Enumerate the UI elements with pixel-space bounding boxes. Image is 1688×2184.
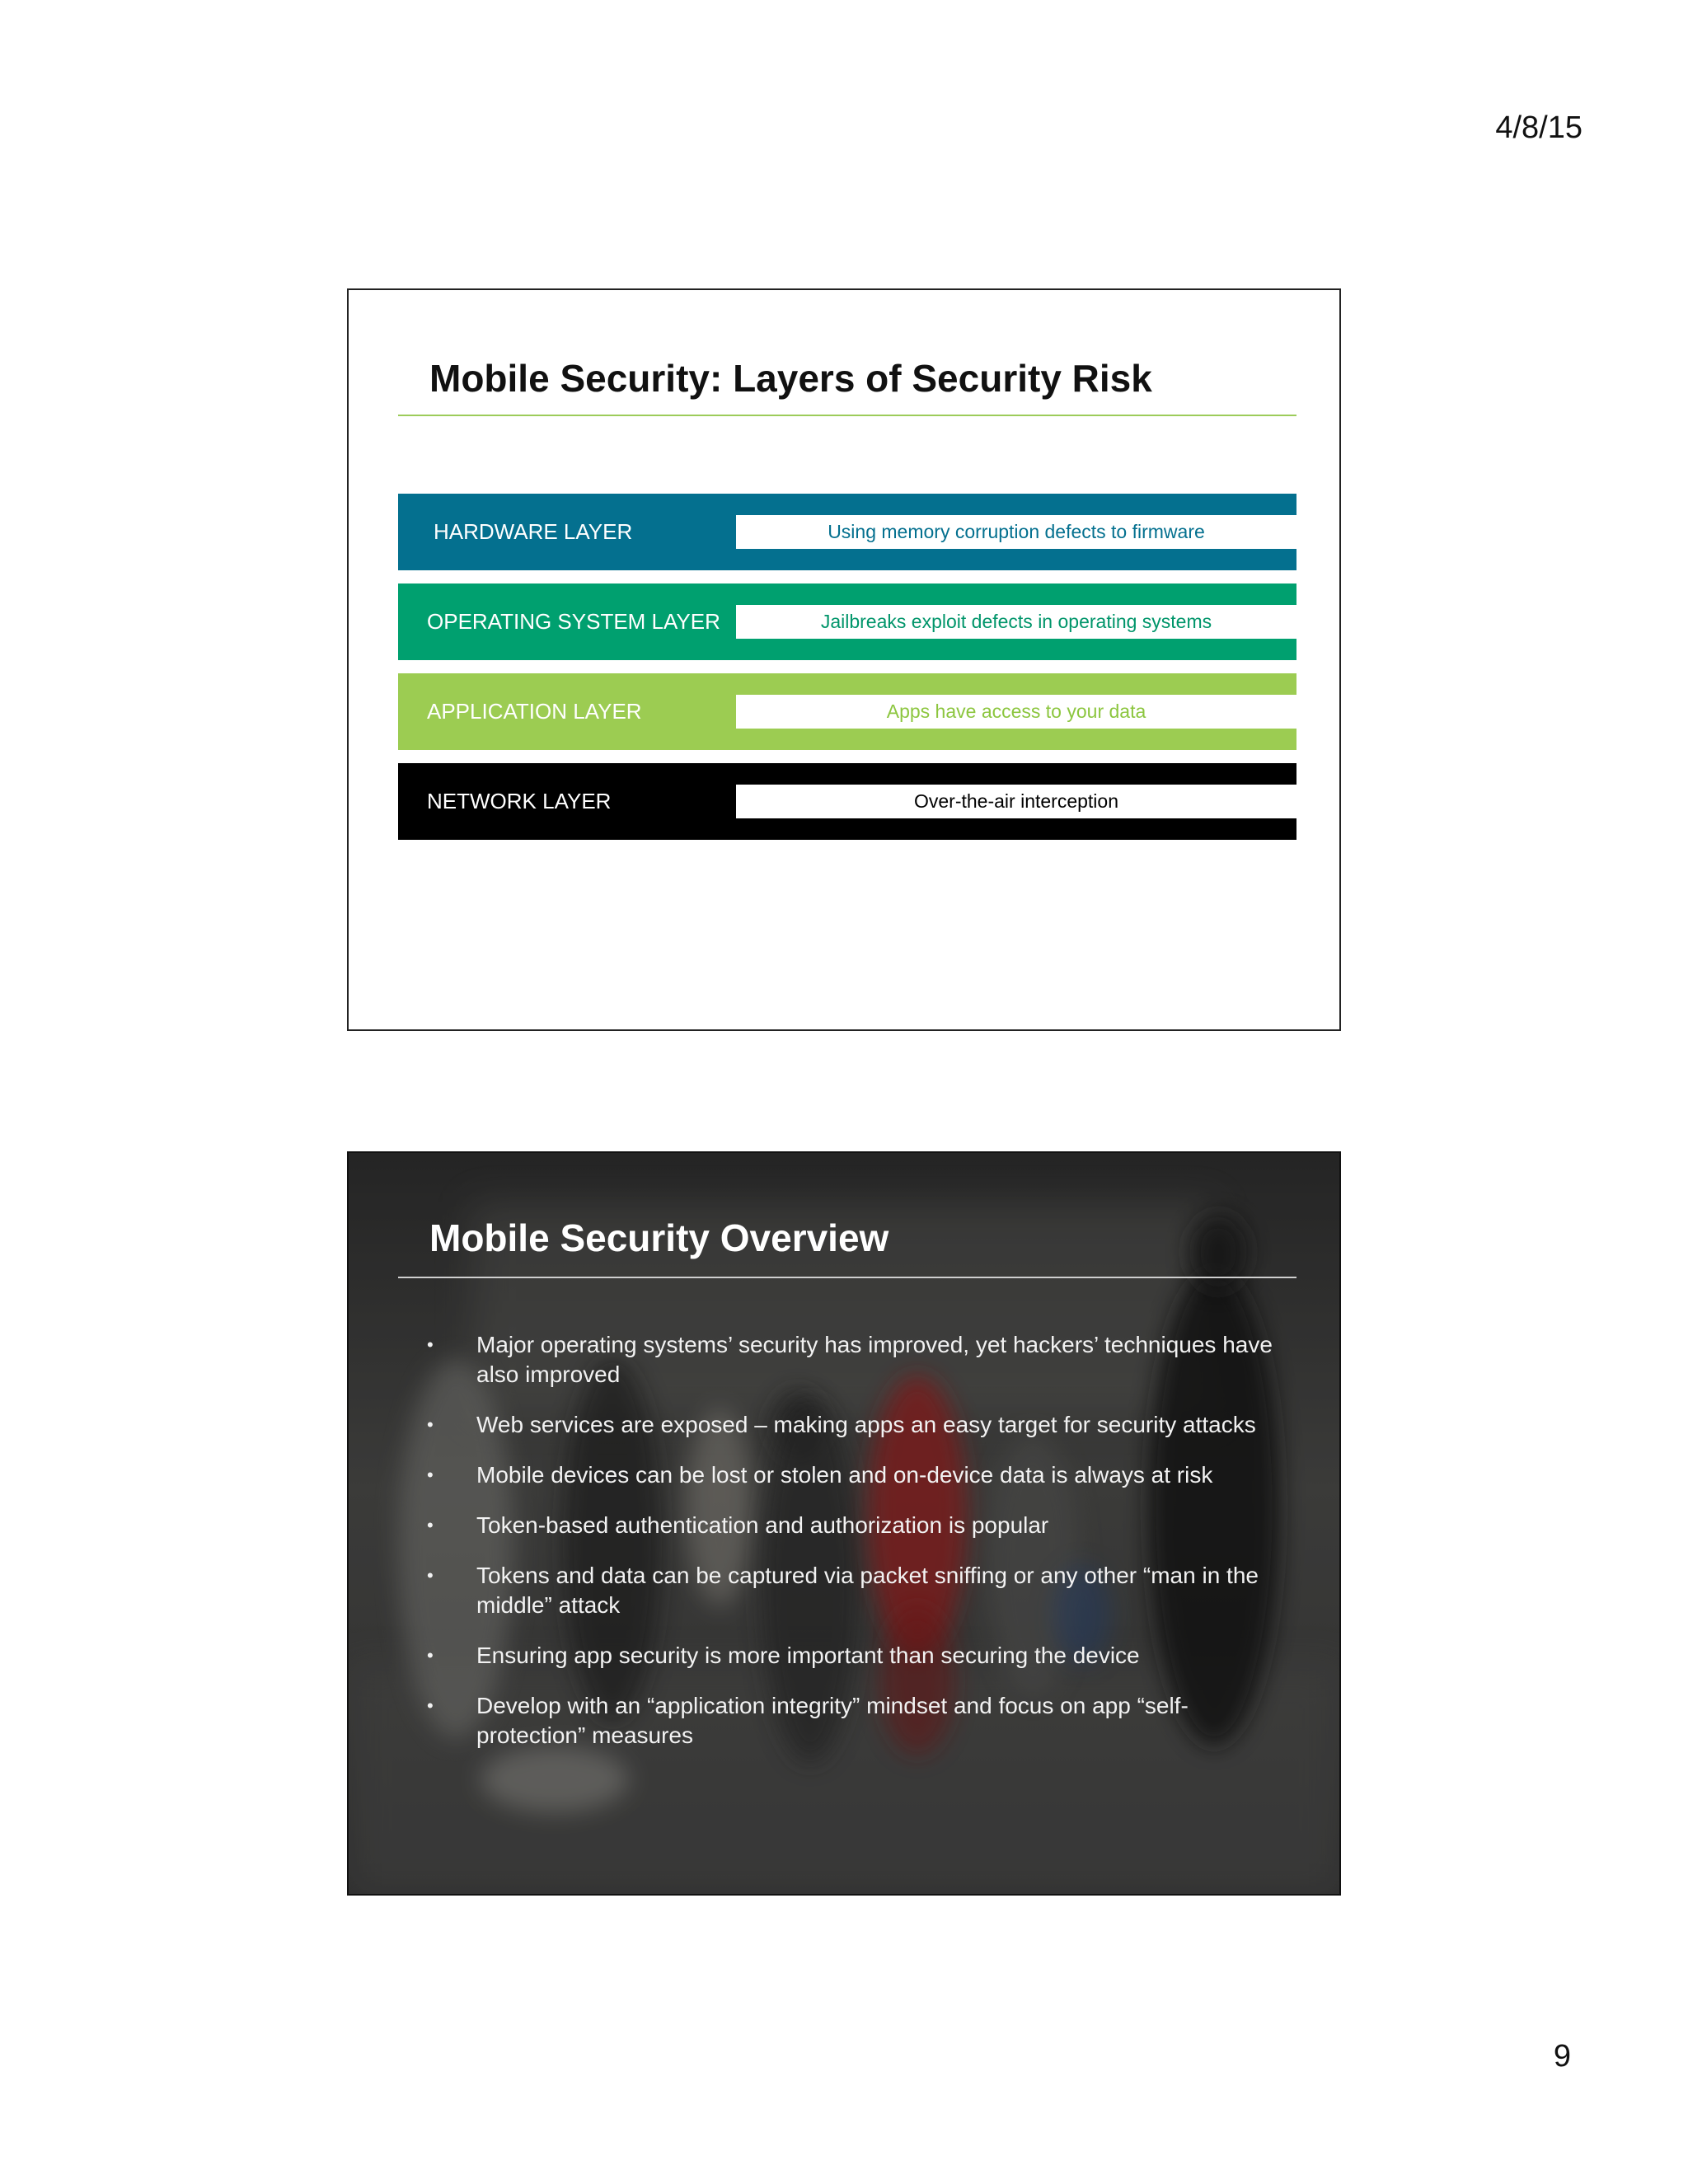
bullet-text: Mobile devices can be lost or stolen and on-device data is always at risk bbox=[476, 1462, 1213, 1488]
layer-stripe-top bbox=[736, 673, 1296, 695]
layer-stripe-bottom bbox=[736, 549, 1296, 570]
layer-description: Over-the-air interception bbox=[736, 785, 1296, 818]
layer-row-network bbox=[398, 763, 1296, 840]
bullet-dot: • bbox=[427, 1645, 434, 1666]
layer-label: APPLICATION LAYER bbox=[398, 673, 736, 750]
slide-title: Mobile Security: Layers of Security Risk bbox=[429, 357, 1152, 400]
bullet-item bbox=[427, 1641, 1292, 1671]
bullet-dot: • bbox=[427, 1695, 434, 1716]
layer-row-operating-system bbox=[398, 583, 1296, 660]
layer-description: Jailbreaks exploit defects in operating systems bbox=[736, 605, 1296, 639]
layer-row-hardware bbox=[398, 494, 1296, 570]
layer-description: Using memory corruption defects to firmware bbox=[736, 515, 1296, 549]
layer-stripe-bottom bbox=[736, 818, 1296, 840]
slide-layers-of-security-risk bbox=[347, 288, 1341, 1031]
bullet-dot: • bbox=[427, 1414, 434, 1435]
layer-description: Apps have access to your data bbox=[736, 695, 1296, 729]
slide-mobile-security-overview bbox=[347, 1151, 1341, 1896]
bullet-list bbox=[427, 1330, 1292, 1771]
bullet-text: Tokens and data can be captured via packet sniffing or any other “man in the middle” attack bbox=[476, 1563, 1259, 1618]
bullet-item bbox=[427, 1511, 1292, 1540]
layer-stripe-bottom bbox=[736, 639, 1296, 660]
bullet-text: Major operating systems’ security has improved, yet hackers’ techniques have also improved bbox=[476, 1332, 1273, 1387]
bullet-text: Token-based authentication and authorization is popular bbox=[476, 1512, 1049, 1538]
bullet-dot: • bbox=[427, 1565, 434, 1586]
title-divider bbox=[398, 415, 1296, 416]
bullet-item bbox=[427, 1460, 1292, 1490]
layer-stripe-top bbox=[736, 494, 1296, 515]
title-divider bbox=[398, 1277, 1296, 1278]
bullet-item bbox=[427, 1561, 1292, 1620]
layer-row-application bbox=[398, 673, 1296, 750]
bullet-text: Web services are exposed – making apps an easy target for security attacks bbox=[476, 1412, 1256, 1437]
layer-label: OPERATING SYSTEM LAYER bbox=[398, 583, 736, 660]
page-number: 9 bbox=[1553, 2039, 1571, 2074]
bullet-text: Develop with an “application integrity” mindset and focus on app “self-protection” measures bbox=[476, 1693, 1189, 1748]
layer-stripe-top bbox=[736, 763, 1296, 785]
bullet-dot: • bbox=[427, 1465, 434, 1485]
bullet-item bbox=[427, 1691, 1292, 1750]
bullet-dot: • bbox=[427, 1515, 434, 1535]
slide-title: Mobile Security Overview bbox=[429, 1216, 889, 1259]
layer-label: HARDWARE LAYER bbox=[398, 494, 736, 570]
layer-stripe-bottom bbox=[736, 729, 1296, 750]
layer-stripe-top bbox=[736, 583, 1296, 605]
bullet-dot: • bbox=[427, 1334, 434, 1355]
page-date: 4/8/15 bbox=[1495, 110, 1582, 145]
bullet-item bbox=[427, 1410, 1292, 1440]
bullet-item bbox=[427, 1330, 1292, 1390]
layer-label: NETWORK LAYER bbox=[398, 763, 736, 840]
bullet-text: Ensuring app security is more important than securing the device bbox=[476, 1643, 1140, 1668]
